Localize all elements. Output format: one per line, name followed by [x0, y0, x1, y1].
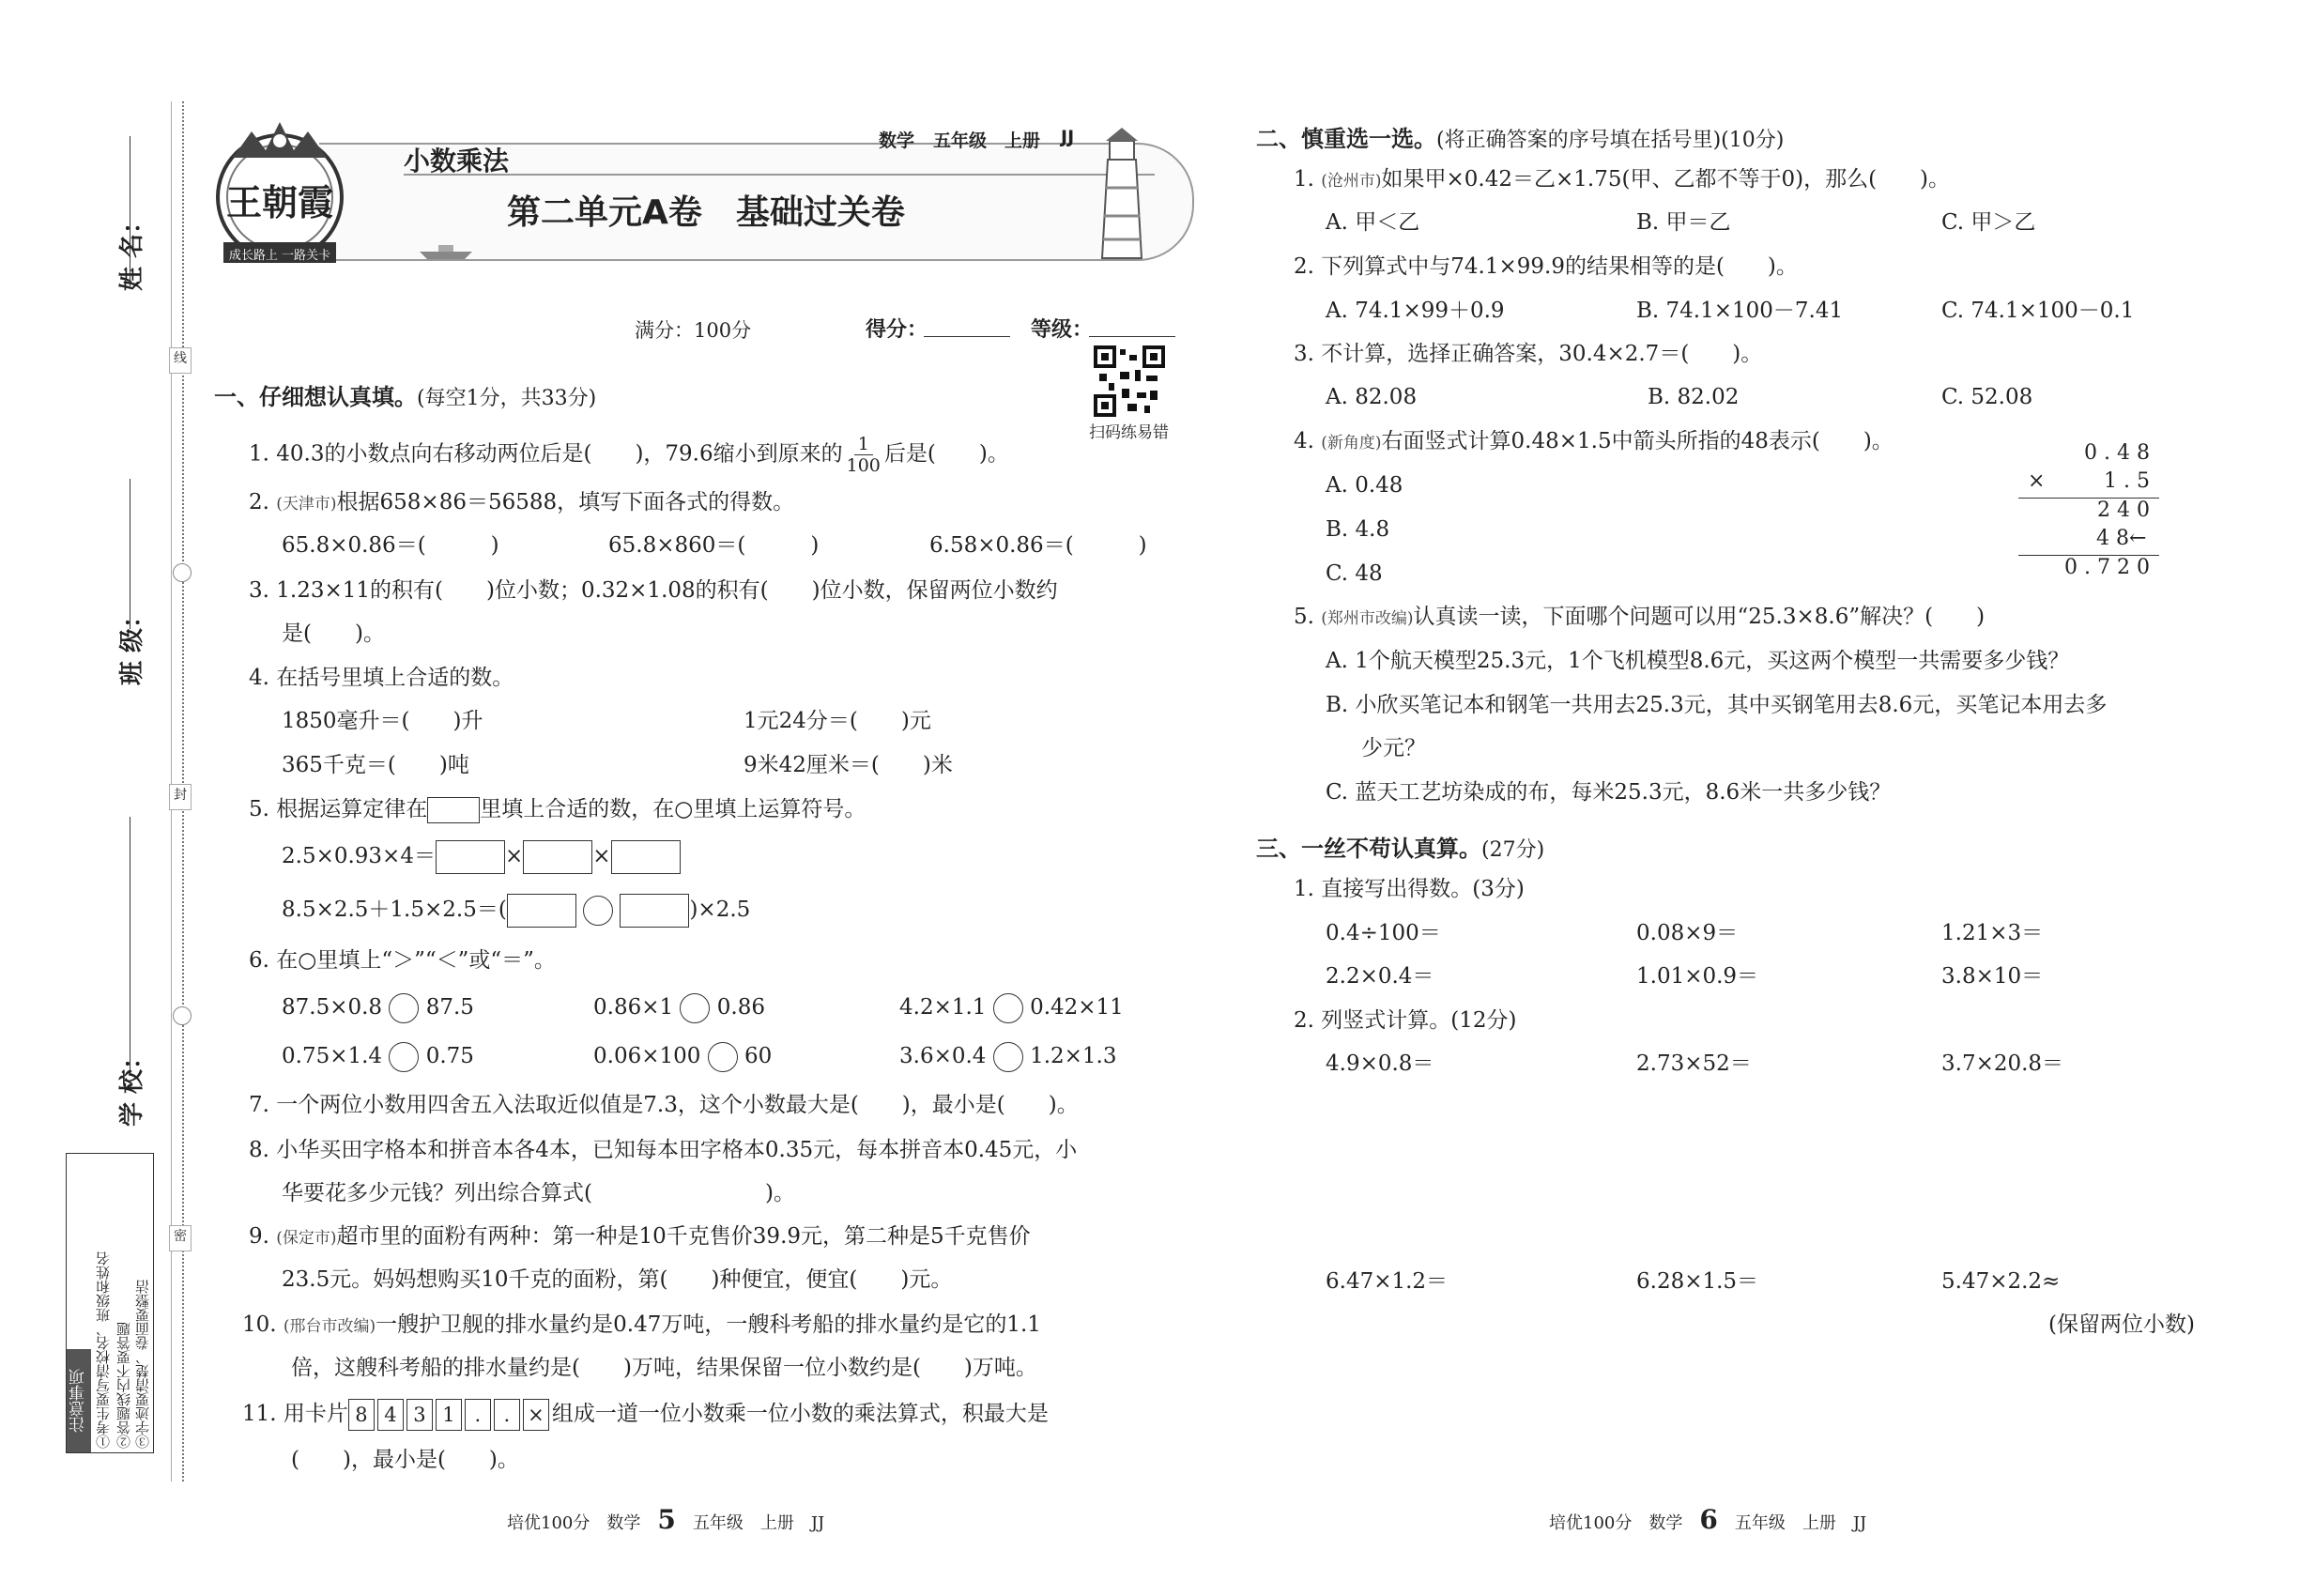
option[interactable]: C. 74.1×100－0.1 [1941, 299, 2135, 323]
grade-label: 等级： [1031, 318, 1094, 342]
number-card: 4 [377, 1399, 404, 1431]
q6-item [593, 993, 765, 1023]
oral-item[interactable]: 1.21×3＝ [1941, 921, 2044, 945]
question-2 [249, 488, 794, 518]
question-9 [249, 1222, 1031, 1252]
q5-line2 [282, 894, 750, 928]
q5-expr2: 8.5×2.5＋1.5×2.5＝( [282, 898, 507, 922]
q5-expr1: 2.5×0.93×4＝ [282, 844, 436, 868]
question-6: 6. 在○里填上“＞”“＜”或“＝”。 [249, 948, 556, 973]
number-card: 1 [436, 1399, 462, 1431]
vertical-calc-item[interactable]: 6.47×1.2＝ [1326, 1269, 1449, 1294]
answer-box[interactable] [611, 840, 681, 874]
seal-char-mi: 密 [169, 1225, 192, 1251]
compare-right: 0.75 [425, 1044, 474, 1068]
option[interactable]: A. 1个航天模型25.3元，1个飞机模型8.6元，买这两个模型一共需要多少钱？ [1326, 649, 2070, 673]
compare-circle[interactable] [389, 993, 419, 1023]
source-tag: (天津市) [276, 495, 337, 514]
oral-item[interactable]: 1.01×0.9＝ [1636, 964, 1759, 989]
option[interactable]: C. 甲＞乙 [1941, 210, 2036, 235]
meta-subject: 数学 [879, 130, 915, 151]
times-sign: × [504, 844, 524, 868]
times-sign: × [592, 844, 611, 868]
q11-text-b: 组成一道一位小数乘一位小数的乘法算式，积最大是 [551, 1402, 1049, 1426]
option[interactable]: B. 4.8 [1326, 517, 1390, 542]
rounding-note: (保留两位小数) [2048, 1312, 2195, 1337]
question-11 [242, 1399, 1049, 1431]
footer-term: 上册 [1802, 1513, 1836, 1533]
page-number: 5 [657, 1504, 676, 1535]
q6-item [899, 993, 1124, 1023]
q11-text-a: 11. 用卡片 [242, 1402, 348, 1426]
binding-ring [173, 1006, 192, 1025]
operator-circle[interactable] [583, 896, 613, 926]
section2-title [1256, 120, 1784, 153]
q-num: 4. [1294, 429, 1322, 453]
q1-text-a: 1. 40.3的小数点向右移动两位后是( )，79.6缩小到原来的 [249, 441, 843, 467]
question-10 [242, 1311, 1041, 1341]
compare-left: 87.5×0.8 [282, 995, 383, 1020]
number-card: . [465, 1399, 491, 1431]
footer-subject: 数学 [1648, 1513, 1683, 1533]
score-blank[interactable] [924, 336, 1010, 337]
oral-item[interactable]: 3.8×10＝ [1941, 964, 2044, 989]
q-num: 5. [1294, 605, 1322, 629]
q4-item: 1850毫升＝( )升 [282, 709, 483, 733]
qr-code[interactable] [1094, 345, 1165, 417]
section1-title [214, 378, 596, 411]
vert-row: 2 4 0 [2097, 499, 2150, 522]
compare-circle[interactable] [708, 1042, 738, 1072]
option[interactable]: C. 蓝天工艺坊染成的布，每米25.3元，8.6米一共多少钱？ [1326, 780, 1892, 805]
question-10-cont: 倍，这艘科考船的排水量约是( )万吨，结果保留一位小数约是( )万吨。 [291, 1356, 1037, 1380]
section-note: (每空1分，共33分) [417, 387, 597, 410]
q4-item: 365千克＝( )吨 [282, 753, 469, 777]
question-3: 3. 1.23×11的积有( )位小数；0.32×1.08的积有( )位小数，保留两位小数约 [249, 578, 1058, 603]
oral-item[interactable]: 2.2×0.4＝ [1326, 964, 1434, 989]
option[interactable]: B. 甲＝乙 [1636, 210, 1731, 235]
vert-row: 1 . 5 [2104, 469, 2150, 493]
q6-item [899, 1042, 1117, 1072]
vertical-calc-item[interactable]: 4.9×0.8＝ [1326, 1051, 1434, 1076]
page-number: 6 [1699, 1504, 1718, 1535]
section-title-text: 二、慎重选一选。 [1256, 126, 1436, 152]
vert-row: 0 . 4 8 [2084, 441, 2150, 465]
s2-question-3: 3. 不计算，选择正确答案，30.4×2.7＝( )。 [1294, 342, 1763, 366]
compare-right: 0.42×11 [1030, 995, 1124, 1020]
number-card: 8 [348, 1399, 375, 1431]
question-8-cont: 华要花多少元钱？列出综合算式( )。 [282, 1181, 795, 1205]
footer-code: JJ [1852, 1513, 1867, 1533]
q4-item: 1元24分＝( )元 [744, 709, 931, 733]
option[interactable]: B. 小欣买笔记本和钢笔一共用去25.3元，其中买钢笔用去8.6元，买笔记本用去多 [1326, 693, 2108, 717]
fraction-numerator: 1 [854, 434, 873, 455]
number-card: × [523, 1399, 549, 1431]
source-tag: (郑州市改编) [1321, 609, 1414, 628]
s2-question-1 [1294, 165, 1950, 195]
arrow-icon: ← [2129, 527, 2147, 550]
q-num: 1. [1294, 167, 1322, 192]
notice-item: ②答题线内不要答题 [115, 1322, 132, 1449]
source-tag: (邢台市改编) [283, 1317, 376, 1336]
section-note: (将正确答案的序号填在括号里)(10分) [1436, 129, 1785, 152]
s2-question-4 [1294, 427, 1894, 457]
notice-item: ③字迹要清楚、卷面要整洁 [134, 1280, 151, 1449]
compare-circle[interactable] [993, 1042, 1023, 1072]
section-title-text: 三、一丝不苟认真算。 [1256, 836, 1481, 862]
logo-text: 王朝霞 [225, 181, 333, 223]
compare-left: 0.75×1.4 [282, 1044, 383, 1068]
compare-left: 4.2×1.1 [899, 995, 987, 1020]
logo-ribbon: 成长路上 一路关卡 [228, 249, 331, 263]
source-tag: (保定市) [276, 1229, 337, 1248]
fraction [847, 434, 881, 476]
question-9-cont: 23.5元。妈妈想购买10千克的面粉，第( )种便宜，便宜( )元。 [282, 1267, 953, 1292]
answer-box[interactable] [436, 840, 505, 874]
number-card: . [494, 1399, 520, 1431]
option-cont: 少元？ [1361, 736, 1426, 760]
meta-term: 上册 [1004, 130, 1041, 151]
option[interactable]: A. 82.08 [1326, 385, 1418, 409]
vert-row: 4 8 [2096, 527, 2129, 550]
q10-num: 10. [242, 1312, 284, 1337]
question-8: 8. 小华买田字格本和拼音本各4本，已知每本田字格本0.35元，每本拼音本0.45元，小 [249, 1138, 1078, 1162]
q9-text: 超市里的面粉有两种：第一种是10千克售价39.9元，第二种是5千克售价 [336, 1224, 1031, 1249]
option[interactable]: B. 82.02 [1648, 385, 1740, 409]
q5-text-b: 里填上合适的数，在○里填上运算符号。 [480, 797, 866, 821]
q2-text: 根据658×86＝56588，填写下面各式的得数。 [336, 490, 795, 514]
source-tag: (沧州市) [1321, 172, 1382, 191]
source-tag: (新角度) [1321, 434, 1382, 453]
compare-circle[interactable] [680, 993, 710, 1023]
q6-item [282, 1042, 474, 1072]
notice-box [66, 1153, 154, 1453]
q5-line1 [282, 840, 681, 874]
section-note: (27分) [1481, 838, 1545, 862]
q2-num: 2. [249, 490, 277, 514]
number-card: 3 [406, 1399, 433, 1431]
q5-text-a: 5. 根据运算定律在 [249, 797, 428, 821]
vertical-calc-item[interactable]: 6.28×1.5＝ [1636, 1269, 1759, 1294]
q6-item [593, 1042, 772, 1072]
seal-char-feng: 封 [169, 784, 192, 810]
seal-char-xian: 线 [169, 347, 192, 374]
grade-blank[interactable] [1089, 336, 1175, 337]
compare-right: 0.86 [716, 995, 765, 1020]
s3-question-2: 2. 列竖式计算。(12分) [1294, 1008, 1517, 1033]
compare-right: 60 [744, 1044, 773, 1068]
vertical-calc-item[interactable]: 2.73×52＝ [1636, 1051, 1752, 1076]
section3-title [1256, 830, 1544, 863]
binding-ring [173, 563, 192, 582]
lighthouse-icon [1080, 122, 1164, 263]
s3-question-1: 1. 直接写出得数。(3分) [1294, 877, 1525, 901]
oral-item[interactable]: 0.08×9＝ [1636, 921, 1739, 945]
footer-grade: 五年级 [1734, 1513, 1786, 1533]
notice-title: 注意事项 [67, 1349, 91, 1452]
answer-box[interactable] [620, 894, 689, 928]
footer-brand: 培优100分 [507, 1513, 590, 1533]
full-score: 满分：100分 [635, 319, 752, 342]
question-7: 7. 一个两位小数用四舍五入法取近似值是7.3，这个小数最大是( )，最小是( )。 [249, 1093, 1079, 1117]
option[interactable]: A. 0.48 [1326, 473, 1403, 498]
example-box [427, 797, 480, 823]
page-title: 第二单元A卷 基础过关卷 [507, 193, 905, 232]
s2-question-2: 2. 下列算式中与74.1×99.9的结果相等的是( )。 [1294, 254, 1798, 279]
q2-item: 65.8×860＝( ) [608, 533, 820, 558]
answer-box[interactable] [523, 840, 592, 874]
q9-num: 9. [249, 1224, 277, 1249]
school-label: 学 校： [118, 1044, 146, 1127]
vert-op: × [2028, 469, 2046, 493]
oral-item[interactable]: 0.4÷100＝ [1326, 921, 1441, 945]
q1-text-b: 后是( )。 [883, 441, 1009, 467]
footer-left [507, 1504, 824, 1535]
compare-left: 0.86×1 [593, 995, 674, 1020]
option[interactable]: A. 74.1×99＋0.9 [1326, 299, 1505, 323]
q-text: 如果甲×0.42＝乙×1.75(甲、乙都不等于0)，那么( )。 [1381, 167, 1951, 192]
option[interactable]: B. 74.1×100－7.41 [1636, 299, 1844, 323]
meta-code: JJ [1061, 127, 1075, 147]
meta-grade: 五年级 [933, 130, 988, 151]
q2-item: 65.8×0.86＝( ) [282, 533, 499, 558]
notice-item: ①考生要写清校名、班级和姓名 [95, 1251, 112, 1449]
question-11-cont: ( )，最小是( )。 [291, 1448, 519, 1472]
compare-left: 3.6×0.4 [899, 1044, 987, 1068]
question-3-cont: 是( )。 [282, 622, 385, 646]
footer-brand: 培优100分 [1549, 1513, 1633, 1533]
option[interactable]: A. 甲＜乙 [1326, 210, 1420, 235]
unit-underline [404, 174, 1155, 176]
q2-item: 6.58×0.86＝( ) [929, 533, 1147, 558]
unit-tag: 小数乘法 [404, 146, 510, 176]
footer-code: JJ [810, 1513, 825, 1533]
compare-right: 1.2×1.3 [1030, 1044, 1117, 1068]
q5-expr2-end: )×2.5 [689, 898, 751, 922]
q4-item: 9米42厘米＝( )米 [744, 753, 953, 777]
compare-circle[interactable] [389, 1042, 419, 1072]
footer-subject: 数学 [606, 1513, 641, 1533]
vertical-calc-item[interactable]: 3.7×20.8＝ [1941, 1051, 2064, 1076]
footer-right [1549, 1504, 1866, 1535]
q-text: 认真读一读，下面哪个问题可以用“25.3×8.6”解决？( ) [1413, 605, 1986, 629]
qr-caption: 扫码练易错 [1089, 423, 1169, 442]
score-label: 得分： [866, 318, 928, 342]
vertical-calc-item[interactable]: 5.47×2.2≈ [1941, 1269, 2061, 1294]
option[interactable]: C. 52.08 [1941, 385, 2033, 409]
question-1 [249, 434, 1009, 476]
question-5 [249, 795, 866, 823]
footer-grade: 五年级 [692, 1513, 744, 1533]
option[interactable]: C. 48 [1326, 561, 1383, 586]
name-label: 姓 名： [118, 208, 146, 291]
compare-left: 0.06×100 [593, 1044, 701, 1068]
answer-box[interactable] [507, 894, 576, 928]
class-label: 班 级： [118, 603, 146, 685]
fraction-denominator: 100 [846, 455, 881, 476]
s2-question-5 [1294, 603, 1985, 633]
footer-term: 上册 [759, 1513, 794, 1533]
section-title-text: 一、仔细想认真填。 [214, 384, 417, 410]
compare-right: 87.5 [425, 995, 474, 1020]
q10-text: 一艘护卫舰的排水量约是0.47万吨，一艘科考船的排水量约是它的1.1 [376, 1312, 1041, 1337]
ship-icon [418, 242, 474, 261]
question-4: 4. 在括号里填上合适的数。 [249, 666, 514, 690]
vert-row: 0 . 7 2 0 [2064, 556, 2150, 579]
q6-item [282, 993, 474, 1023]
q-text: 右面竖式计算0.48×1.5中箭头所指的48表示( )。 [1381, 429, 1894, 453]
compare-circle[interactable] [993, 993, 1023, 1023]
